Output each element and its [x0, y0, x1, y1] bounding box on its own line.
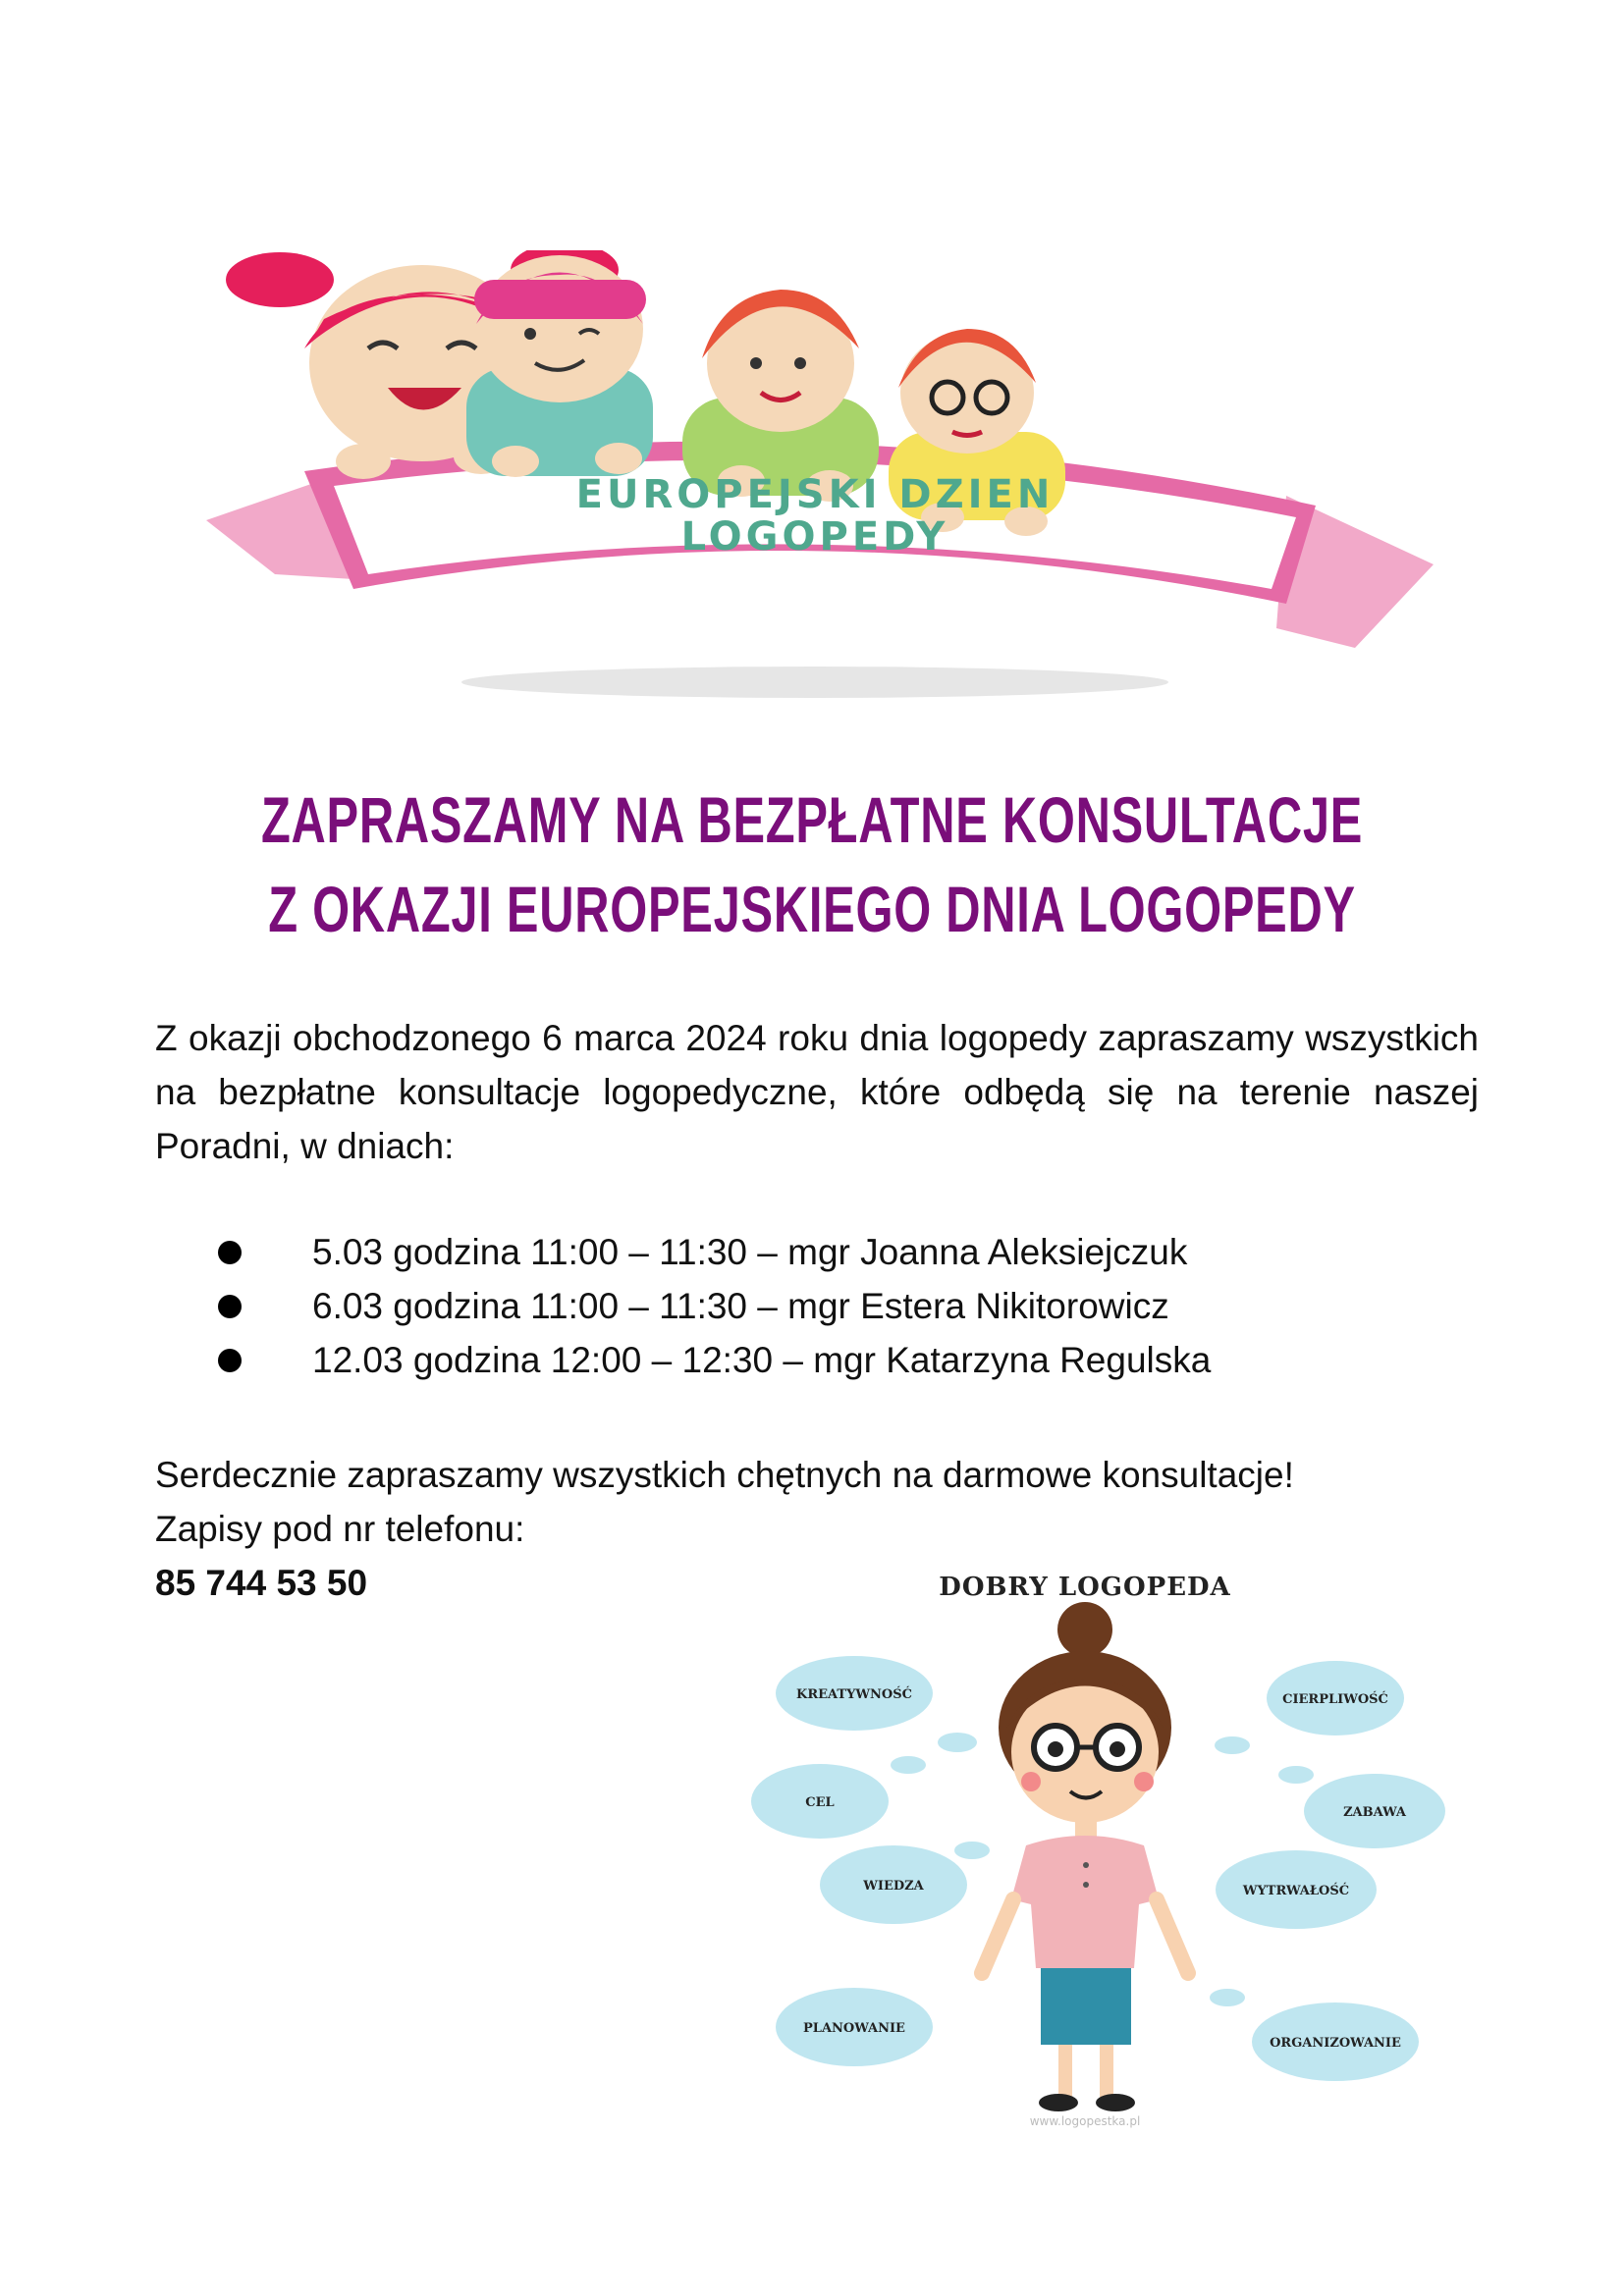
banner-title-line2: LOGOPEDY: [680, 514, 949, 560]
heading-line-1: ZAPRASZAMY NA BEZPŁATNE KONSULTACJE: [260, 783, 1364, 856]
bullet-icon: [218, 1295, 242, 1318]
phone-label: Zapisy pod nr telefonu:: [155, 1509, 525, 1549]
speech-therapist-illustration: [746, 1551, 1453, 2130]
closing-text: Serdecznie zapraszamy wszystkich chętnych na darmowe konsultacje!: [155, 1455, 1294, 1495]
intro-paragraph: Z okazji obchodzonego 6 marca 2024 roku dnia logopedy zapraszamy wszystkich na bezpłatne konsultacje logopedyczne, które odbędą się na terenie naszej Poradni, w dniach:: [155, 1018, 1479, 1166]
svg-text:ORGANIZOWANIE: ORGANIZOWANIE: [1270, 2036, 1401, 2051]
banner-illustration: [187, 250, 1453, 702]
phone-number: 85 744 53 50: [155, 1563, 368, 1603]
kid-3-illustration: [682, 290, 879, 502]
svg-text:WIEDZA: WIEDZA: [863, 1879, 924, 1894]
figure-title: DOBRY LOGOPEDA: [939, 1573, 1231, 1602]
svg-text:PLANOWANIE: PLANOWANIE: [803, 2021, 905, 2036]
svg-text:CIERPLIWOŚĆ: CIERPLIWOŚĆ: [1282, 1692, 1388, 1707]
svg-text:KREATYWNOŚĆ: KREATYWNOŚĆ: [796, 1687, 912, 1702]
woman-figure: [982, 1602, 1188, 2111]
bullet-icon: [218, 1349, 242, 1372]
svg-text:WYTRWAŁOŚĆ: WYTRWAŁOŚĆ: [1242, 1884, 1350, 1898]
bullet-icon: [218, 1241, 242, 1264]
banner-title-line1: EUROPEJSKI DZIEN: [575, 472, 1055, 517]
kid-2-illustration: [466, 255, 653, 477]
svg-text:CEL: CEL: [805, 1795, 835, 1810]
watermark-text: www.logopestka.pl: [1029, 2114, 1141, 2128]
heading-line-2: Z OKAZJI EUROPEJSKIEGO DNIA LOGOPEDY: [268, 873, 1356, 945]
svg-text:ZABAWA: ZABAWA: [1343, 1805, 1406, 1820]
